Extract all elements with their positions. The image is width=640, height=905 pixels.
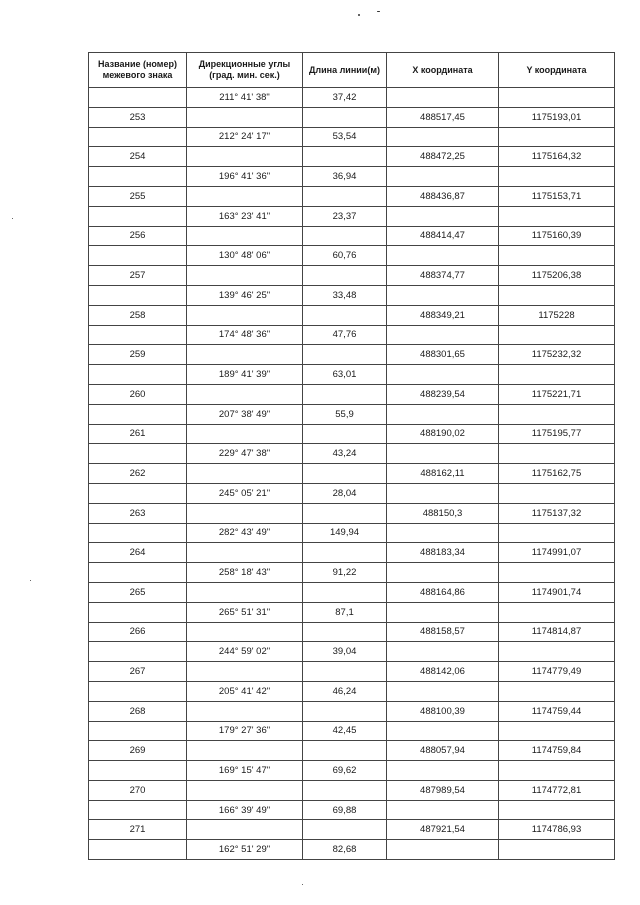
point-row bbox=[89, 345, 615, 365]
point-row bbox=[89, 820, 615, 840]
point-name-cell-empty bbox=[89, 602, 187, 622]
point-name-cell-empty bbox=[89, 365, 187, 385]
line-length-cell: 43,24 bbox=[303, 444, 387, 464]
x-coordinate-cell: 487921,54 bbox=[387, 820, 499, 840]
y-coordinate-cell: 1174772,81 bbox=[499, 780, 615, 800]
line-length-cell: 149,94 bbox=[303, 523, 387, 543]
y-coordinate-cell-empty bbox=[499, 127, 615, 147]
x-coordinate-cell-empty bbox=[387, 88, 499, 108]
point-name-cell: 268 bbox=[89, 701, 187, 721]
y-coordinate-cell-empty bbox=[499, 681, 615, 701]
point-name-cell-empty bbox=[89, 444, 187, 464]
direction-angle-cell: 245° 05' 21" bbox=[187, 483, 303, 503]
angle-cell-empty bbox=[187, 820, 303, 840]
x-coordinate-cell: 488239,54 bbox=[387, 384, 499, 404]
segment-row bbox=[89, 642, 615, 662]
point-name-cell-empty bbox=[89, 167, 187, 187]
direction-angle-cell: 166° 39' 49" bbox=[187, 800, 303, 820]
y-coordinate-cell: 1175162,75 bbox=[499, 464, 615, 484]
point-name-cell: 270 bbox=[89, 780, 187, 800]
line-length-cell: 46,24 bbox=[303, 681, 387, 701]
direction-angle-cell: 244° 59' 02" bbox=[187, 642, 303, 662]
point-name-cell-empty bbox=[89, 206, 187, 226]
angle-cell-empty bbox=[187, 741, 303, 761]
direction-angle-cell: 163° 23' 41" bbox=[187, 206, 303, 226]
direction-angle-cell: 211° 41' 38" bbox=[187, 88, 303, 108]
length-cell-empty bbox=[303, 107, 387, 127]
x-coordinate-cell: 488301,65 bbox=[387, 345, 499, 365]
point-name-cell: 264 bbox=[89, 543, 187, 563]
point-name-cell-empty bbox=[89, 127, 187, 147]
segment-row bbox=[89, 246, 615, 266]
x-coordinate-cell: 488150,3 bbox=[387, 503, 499, 523]
angle-cell-empty bbox=[187, 582, 303, 602]
x-coordinate-cell-empty bbox=[387, 167, 499, 187]
segment-row bbox=[89, 325, 615, 345]
direction-angle-cell: 205° 41' 42" bbox=[187, 681, 303, 701]
angle-cell-empty bbox=[187, 503, 303, 523]
x-coordinate-cell-empty bbox=[387, 523, 499, 543]
x-coordinate-cell: 488190,02 bbox=[387, 424, 499, 444]
segment-row bbox=[89, 365, 615, 385]
line-length-cell: 69,88 bbox=[303, 800, 387, 820]
direction-angle-cell: 258° 18' 43" bbox=[187, 563, 303, 583]
point-name-cell: 267 bbox=[89, 662, 187, 682]
length-cell-empty bbox=[303, 464, 387, 484]
segment-row bbox=[89, 88, 615, 108]
direction-angle-cell: 179° 27' 36" bbox=[187, 721, 303, 741]
line-length-cell: 87,1 bbox=[303, 602, 387, 622]
y-coordinate-cell: 1174759,84 bbox=[499, 741, 615, 761]
length-cell-empty bbox=[303, 622, 387, 642]
point-row bbox=[89, 503, 615, 523]
segment-row bbox=[89, 404, 615, 424]
header-name: Название (номер) межевого знака bbox=[89, 53, 187, 88]
x-coordinate-cell-empty bbox=[387, 721, 499, 741]
point-row bbox=[89, 582, 615, 602]
point-name-cell-empty bbox=[89, 88, 187, 108]
point-name-cell-empty bbox=[89, 800, 187, 820]
scan-speck bbox=[12, 218, 13, 219]
scan-speck bbox=[358, 14, 360, 16]
point-name-cell: 269 bbox=[89, 741, 187, 761]
x-coordinate-cell-empty bbox=[387, 800, 499, 820]
table-body bbox=[89, 88, 615, 860]
length-cell-empty bbox=[303, 147, 387, 167]
point-name-cell: 265 bbox=[89, 582, 187, 602]
segment-row bbox=[89, 721, 615, 741]
direction-angle-cell: 282° 43' 49" bbox=[187, 523, 303, 543]
point-row bbox=[89, 780, 615, 800]
x-coordinate-cell: 487989,54 bbox=[387, 780, 499, 800]
direction-angle-cell: 265° 51' 31" bbox=[187, 602, 303, 622]
angle-cell-empty bbox=[187, 345, 303, 365]
point-name-cell: 261 bbox=[89, 424, 187, 444]
y-coordinate-cell-empty bbox=[499, 246, 615, 266]
y-coordinate-cell-empty bbox=[499, 523, 615, 543]
x-coordinate-cell: 488517,45 bbox=[387, 107, 499, 127]
segment-row bbox=[89, 761, 615, 781]
segment-row bbox=[89, 800, 615, 820]
direction-angle-cell: 212° 24' 17" bbox=[187, 127, 303, 147]
point-name-cell-empty bbox=[89, 523, 187, 543]
x-coordinate-cell: 488057,94 bbox=[387, 741, 499, 761]
y-coordinate-cell: 1175195,77 bbox=[499, 424, 615, 444]
x-coordinate-cell: 488414,47 bbox=[387, 226, 499, 246]
line-length-cell: 55,9 bbox=[303, 404, 387, 424]
y-coordinate-cell: 1175153,71 bbox=[499, 186, 615, 206]
point-name-cell: 259 bbox=[89, 345, 187, 365]
point-name-cell-empty bbox=[89, 325, 187, 345]
y-coordinate-cell: 1175160,39 bbox=[499, 226, 615, 246]
point-name-cell: 257 bbox=[89, 266, 187, 286]
header-length: Длина линии(м) bbox=[303, 53, 387, 88]
length-cell-empty bbox=[303, 780, 387, 800]
point-row bbox=[89, 305, 615, 325]
y-coordinate-cell-empty bbox=[499, 563, 615, 583]
y-coordinate-cell: 1174814,87 bbox=[499, 622, 615, 642]
direction-angle-cell: 174° 48' 36" bbox=[187, 325, 303, 345]
length-cell-empty bbox=[303, 226, 387, 246]
segment-row bbox=[89, 602, 615, 622]
header-y: Y координата bbox=[499, 53, 615, 88]
boundary-coordinates-table bbox=[88, 52, 615, 860]
point-row bbox=[89, 424, 615, 444]
y-coordinate-cell: 1174779,49 bbox=[499, 662, 615, 682]
y-coordinate-cell-empty bbox=[499, 642, 615, 662]
point-row bbox=[89, 226, 615, 246]
y-coordinate-cell-empty bbox=[499, 840, 615, 860]
line-length-cell: 28,04 bbox=[303, 483, 387, 503]
angle-cell-empty bbox=[187, 226, 303, 246]
y-coordinate-cell: 1175164,32 bbox=[499, 147, 615, 167]
y-coordinate-cell: 1175232,32 bbox=[499, 345, 615, 365]
point-name-cell: 255 bbox=[89, 186, 187, 206]
scan-speck bbox=[30, 580, 31, 581]
direction-angle-cell: 130° 48' 06" bbox=[187, 246, 303, 266]
angle-cell-empty bbox=[187, 424, 303, 444]
line-length-cell: 37,42 bbox=[303, 88, 387, 108]
segment-row bbox=[89, 285, 615, 305]
x-coordinate-cell-empty bbox=[387, 285, 499, 305]
point-name-cell-empty bbox=[89, 285, 187, 305]
point-row bbox=[89, 741, 615, 761]
angle-cell-empty bbox=[187, 266, 303, 286]
y-coordinate-cell-empty bbox=[499, 325, 615, 345]
point-name-cell-empty bbox=[89, 721, 187, 741]
point-row bbox=[89, 266, 615, 286]
line-length-cell: 53,54 bbox=[303, 127, 387, 147]
angle-cell-empty bbox=[187, 622, 303, 642]
point-name-cell: 262 bbox=[89, 464, 187, 484]
line-length-cell: 42,45 bbox=[303, 721, 387, 741]
angle-cell-empty bbox=[187, 662, 303, 682]
segment-row bbox=[89, 523, 615, 543]
x-coordinate-cell-empty bbox=[387, 444, 499, 464]
point-name-cell-empty bbox=[89, 563, 187, 583]
line-length-cell: 60,76 bbox=[303, 246, 387, 266]
y-coordinate-cell: 1175221,71 bbox=[499, 384, 615, 404]
x-coordinate-cell-empty bbox=[387, 127, 499, 147]
table-header bbox=[89, 53, 615, 88]
direction-angle-cell: 139° 46' 25" bbox=[187, 285, 303, 305]
angle-cell-empty bbox=[187, 107, 303, 127]
length-cell-empty bbox=[303, 543, 387, 563]
x-coordinate-cell-empty bbox=[387, 246, 499, 266]
length-cell-empty bbox=[303, 741, 387, 761]
point-row bbox=[89, 543, 615, 563]
line-length-cell: 23,37 bbox=[303, 206, 387, 226]
header-angle: Дирекционные углы (град. мин. сек.) bbox=[187, 53, 303, 88]
length-cell-empty bbox=[303, 305, 387, 325]
segment-row bbox=[89, 167, 615, 187]
y-coordinate-cell-empty bbox=[499, 88, 615, 108]
segment-row bbox=[89, 563, 615, 583]
point-row bbox=[89, 384, 615, 404]
point-name-cell-empty bbox=[89, 483, 187, 503]
line-length-cell: 82,68 bbox=[303, 840, 387, 860]
header-row bbox=[89, 53, 615, 88]
x-coordinate-cell: 488100,39 bbox=[387, 701, 499, 721]
direction-angle-cell: 196° 41' 36" bbox=[187, 167, 303, 187]
y-coordinate-cell-empty bbox=[499, 800, 615, 820]
x-coordinate-cell-empty bbox=[387, 840, 499, 860]
point-row bbox=[89, 622, 615, 642]
point-name-cell-empty bbox=[89, 642, 187, 662]
y-coordinate-cell-empty bbox=[499, 602, 615, 622]
segment-row bbox=[89, 444, 615, 464]
point-name-cell: 258 bbox=[89, 305, 187, 325]
point-row bbox=[89, 147, 615, 167]
length-cell-empty bbox=[303, 266, 387, 286]
segment-row bbox=[89, 206, 615, 226]
line-length-cell: 39,04 bbox=[303, 642, 387, 662]
angle-cell-empty bbox=[187, 543, 303, 563]
point-name-cell: 266 bbox=[89, 622, 187, 642]
angle-cell-empty bbox=[187, 780, 303, 800]
direction-angle-cell: 189° 41' 39" bbox=[187, 365, 303, 385]
x-coordinate-cell: 488183,34 bbox=[387, 543, 499, 563]
angle-cell-empty bbox=[187, 464, 303, 484]
segment-row bbox=[89, 127, 615, 147]
point-row bbox=[89, 662, 615, 682]
y-coordinate-cell: 1174759,44 bbox=[499, 701, 615, 721]
line-length-cell: 47,76 bbox=[303, 325, 387, 345]
angle-cell-empty bbox=[187, 384, 303, 404]
y-coordinate-cell-empty bbox=[499, 365, 615, 385]
length-cell-empty bbox=[303, 503, 387, 523]
y-coordinate-cell-empty bbox=[499, 721, 615, 741]
point-name-cell: 256 bbox=[89, 226, 187, 246]
length-cell-empty bbox=[303, 820, 387, 840]
length-cell-empty bbox=[303, 662, 387, 682]
point-name-cell-empty bbox=[89, 761, 187, 781]
point-name-cell: 260 bbox=[89, 384, 187, 404]
length-cell-empty bbox=[303, 345, 387, 365]
angle-cell-empty bbox=[187, 147, 303, 167]
x-coordinate-cell-empty bbox=[387, 206, 499, 226]
x-coordinate-cell: 488162,11 bbox=[387, 464, 499, 484]
y-coordinate-cell: 1175206,38 bbox=[499, 266, 615, 286]
segment-row bbox=[89, 840, 615, 860]
line-length-cell: 36,94 bbox=[303, 167, 387, 187]
line-length-cell: 63,01 bbox=[303, 365, 387, 385]
y-coordinate-cell: 1175228 bbox=[499, 305, 615, 325]
x-coordinate-cell-empty bbox=[387, 642, 499, 662]
x-coordinate-cell-empty bbox=[387, 761, 499, 781]
point-row bbox=[89, 186, 615, 206]
x-coordinate-cell: 488436,87 bbox=[387, 186, 499, 206]
x-coordinate-cell: 488158,57 bbox=[387, 622, 499, 642]
line-length-cell: 69,62 bbox=[303, 761, 387, 781]
y-coordinate-cell: 1175137,32 bbox=[499, 503, 615, 523]
y-coordinate-cell-empty bbox=[499, 444, 615, 464]
point-name-cell: 253 bbox=[89, 107, 187, 127]
angle-cell-empty bbox=[187, 186, 303, 206]
length-cell-empty bbox=[303, 701, 387, 721]
length-cell-empty bbox=[303, 582, 387, 602]
length-cell-empty bbox=[303, 384, 387, 404]
x-coordinate-cell: 488374,77 bbox=[387, 266, 499, 286]
y-coordinate-cell: 1174786,93 bbox=[499, 820, 615, 840]
y-coordinate-cell-empty bbox=[499, 483, 615, 503]
point-name-cell-empty bbox=[89, 840, 187, 860]
x-coordinate-cell: 488164,86 bbox=[387, 582, 499, 602]
y-coordinate-cell-empty bbox=[499, 285, 615, 305]
x-coordinate-cell: 488142,06 bbox=[387, 662, 499, 682]
x-coordinate-cell-empty bbox=[387, 681, 499, 701]
angle-cell-empty bbox=[187, 305, 303, 325]
point-name-cell: 263 bbox=[89, 503, 187, 523]
direction-angle-cell: 229° 47' 38" bbox=[187, 444, 303, 464]
y-coordinate-cell: 1174901,74 bbox=[499, 582, 615, 602]
point-name-cell: 254 bbox=[89, 147, 187, 167]
point-row bbox=[89, 107, 615, 127]
y-coordinate-cell-empty bbox=[499, 761, 615, 781]
scan-speck bbox=[377, 11, 380, 12]
point-row bbox=[89, 464, 615, 484]
line-length-cell: 33,48 bbox=[303, 285, 387, 305]
x-coordinate-cell-empty bbox=[387, 404, 499, 424]
direction-angle-cell: 162° 51' 29" bbox=[187, 840, 303, 860]
y-coordinate-cell-empty bbox=[499, 206, 615, 226]
line-length-cell: 91,22 bbox=[303, 563, 387, 583]
x-coordinate-cell: 488349,21 bbox=[387, 305, 499, 325]
point-name-cell-empty bbox=[89, 404, 187, 424]
point-name-cell-empty bbox=[89, 246, 187, 266]
point-name-cell: 271 bbox=[89, 820, 187, 840]
length-cell-empty bbox=[303, 186, 387, 206]
x-coordinate-cell-empty bbox=[387, 365, 499, 385]
y-coordinate-cell-empty bbox=[499, 404, 615, 424]
y-coordinate-cell-empty bbox=[499, 167, 615, 187]
scan-speck bbox=[302, 884, 303, 885]
x-coordinate-cell-empty bbox=[387, 602, 499, 622]
x-coordinate-cell-empty bbox=[387, 563, 499, 583]
header-x: X координата bbox=[387, 53, 499, 88]
x-coordinate-cell-empty bbox=[387, 325, 499, 345]
length-cell-empty bbox=[303, 424, 387, 444]
point-name-cell-empty bbox=[89, 681, 187, 701]
direction-angle-cell: 207° 38' 49" bbox=[187, 404, 303, 424]
angle-cell-empty bbox=[187, 701, 303, 721]
y-coordinate-cell: 1175193,01 bbox=[499, 107, 615, 127]
direction-angle-cell: 169° 15' 47" bbox=[187, 761, 303, 781]
x-coordinate-cell: 488472,25 bbox=[387, 147, 499, 167]
y-coordinate-cell: 1174991,07 bbox=[499, 543, 615, 563]
segment-row bbox=[89, 483, 615, 503]
x-coordinate-cell-empty bbox=[387, 483, 499, 503]
point-row bbox=[89, 701, 615, 721]
segment-row bbox=[89, 681, 615, 701]
